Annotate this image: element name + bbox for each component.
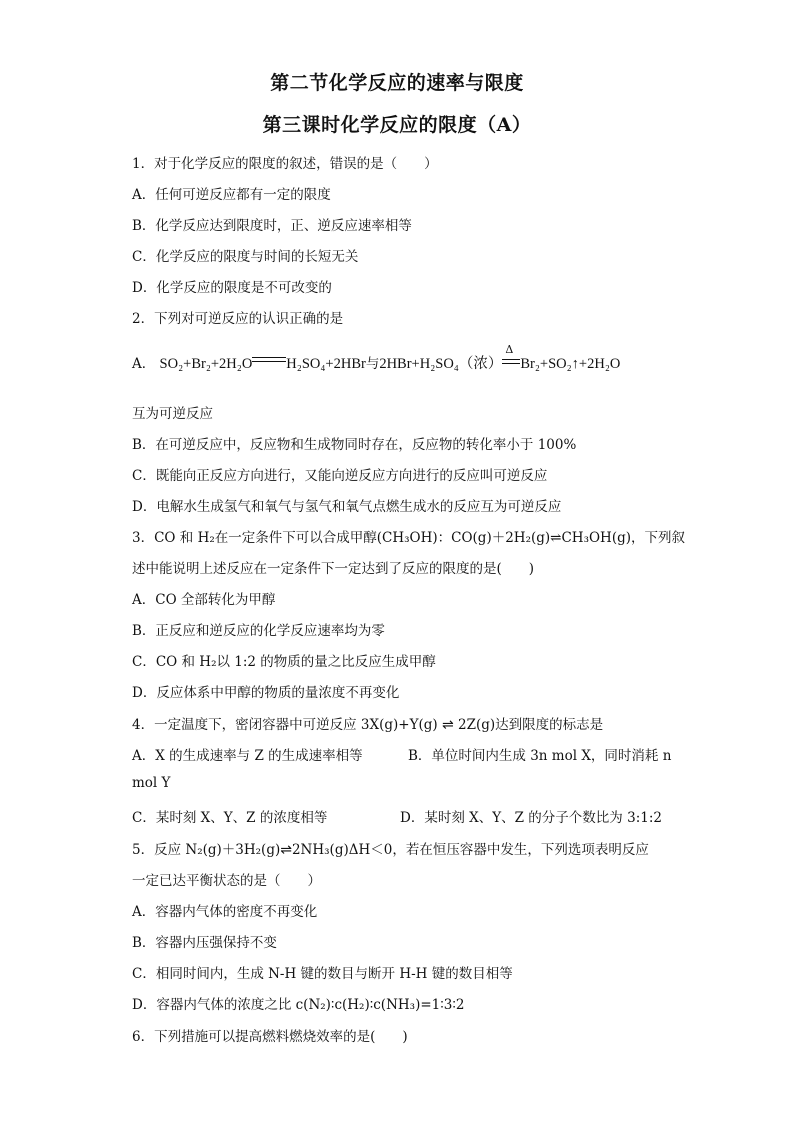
q2-option-a-label: A． (132, 356, 156, 372)
q4-stem-text: 4．一定温度下，密闭容器中可逆反应 3X(g)+Y(g) (132, 717, 438, 733)
heat-symbol: Δ (505, 343, 514, 356)
q5-stem-line1 (132, 838, 649, 858)
q2-option-c: C．既能向正反应方向进行，又能向逆反应方向进行的反应叫可逆反应 (132, 468, 548, 484)
q5-option-c: C．相同时间内，生成 N-H 键的数目与断开 H-H 键的数目相等 (132, 966, 513, 982)
q1-option-d: D．化学反应的限度是不可改变的 (132, 280, 332, 296)
q5-stem-text-end: 2NH₃(g)ΔH＜0，若在恒压容器中发生，下列选项表明反应 (291, 842, 649, 858)
q4-stem (132, 713, 603, 733)
q5-option-d: D．容器内气体的浓度之比 c(N₂)∶c(H₂)∶c(NH₃)=1∶3∶2 (132, 997, 465, 1013)
equal-sign-icon (252, 355, 286, 365)
q3-option-c: C．CO 和 H₂以 1:2 的物质的量之比反应生成甲醇 (132, 654, 436, 670)
q3-option-d: D．反应体系中甲醇的物质的量浓度不再变化 (132, 685, 400, 701)
q4-option-d: D．某时刻 X、Y、Z 的分子个数比为 3:1:2 (400, 810, 662, 826)
q5-option-b: B．容器内压强保持不变 (132, 935, 277, 951)
q1-option-c: C．化学反应的限度与时间的长短无关 (132, 249, 359, 265)
reversible-arrow-icon: ⇌ (280, 842, 292, 858)
q2-equation-2-right: Br₂+SO₂↑+2H₂O (520, 356, 621, 372)
q4-option-b-continued: mol Y (132, 775, 171, 791)
q1-option-b: B．化学反应达到限度时，正、逆反应速率相等 (132, 218, 412, 234)
page-subtitle: 第三课时化学反应的限度（A） (262, 114, 532, 136)
q2-equation-2-left: 2HBr+H₂SO₄（浓） (379, 356, 503, 372)
q3-option-b: B．正反应和逆反应的化学反应速率均为零 (132, 623, 385, 639)
q2-equation-1-left: SO₂+Br₂+2H₂O (159, 356, 253, 372)
heat-arrow-icon (502, 343, 520, 372)
q3-stem-line2: 述中能说明上述反应在一定条件下一定达到了反应的限度的是( ) (132, 561, 535, 577)
q6-stem: 6．下列措施可以提高燃料燃烧效率的是( ) (132, 1029, 408, 1045)
q2-connector: 与 (365, 356, 380, 372)
q1-option-a: A．任何可逆反应都有一定的限度 (132, 187, 331, 203)
q2-option-a (132, 343, 621, 373)
page-title: 第二节化学反应的速率与限度 (270, 72, 524, 94)
q2-stem: 2．下列对可逆反应的认识正确的是 (132, 311, 344, 327)
q3-stem-line1: 3．CO 和 H₂在一定条件下可以合成甲醇(CH₃OH)：CO(g)＋2H₂(g)⇌CH₃OH(g)，下列叙 (132, 530, 686, 546)
q2-option-d: D．电解水生成氢气和氧气与氢气和氧气点燃生成水的反应互为可逆反应 (132, 499, 562, 515)
q3-option-a: A．CO 全部转化为甲醇 (132, 592, 276, 608)
q2-equation-1-right: H₂SO₄+2HBr (286, 356, 366, 372)
q5-option-a: A．容器内气体的密度不再变化 (132, 904, 318, 920)
q4-stem-text-end: 2Z(g)达到限度的标志是 (457, 717, 604, 733)
q4-option-a: A．X 的生成速率与 Z 的生成速率相等 (132, 748, 363, 764)
q2-option-b: B．在可逆反应中，反应物和生成物同时存在，反应物的转化率小于 100% (132, 437, 577, 453)
q5-stem-line2: 一定已达平衡状态的是（ ） (132, 873, 321, 889)
q5-stem-text: 5．反应 N₂(g)＋3H₂(g) (132, 842, 281, 858)
q2-option-a-continued: 互为可逆反应 (132, 406, 213, 422)
reversible-arrow-icon: ⇌ (441, 717, 454, 733)
q1-stem: 1．对于化学反应的限度的叙述，错误的是（ ） (132, 156, 438, 172)
q4-option-b: B．单位时间内生成 3n mol X，同时消耗 n (408, 748, 672, 764)
q4-option-c: C．某时刻 X、Y、Z 的浓度相等 (132, 810, 328, 826)
